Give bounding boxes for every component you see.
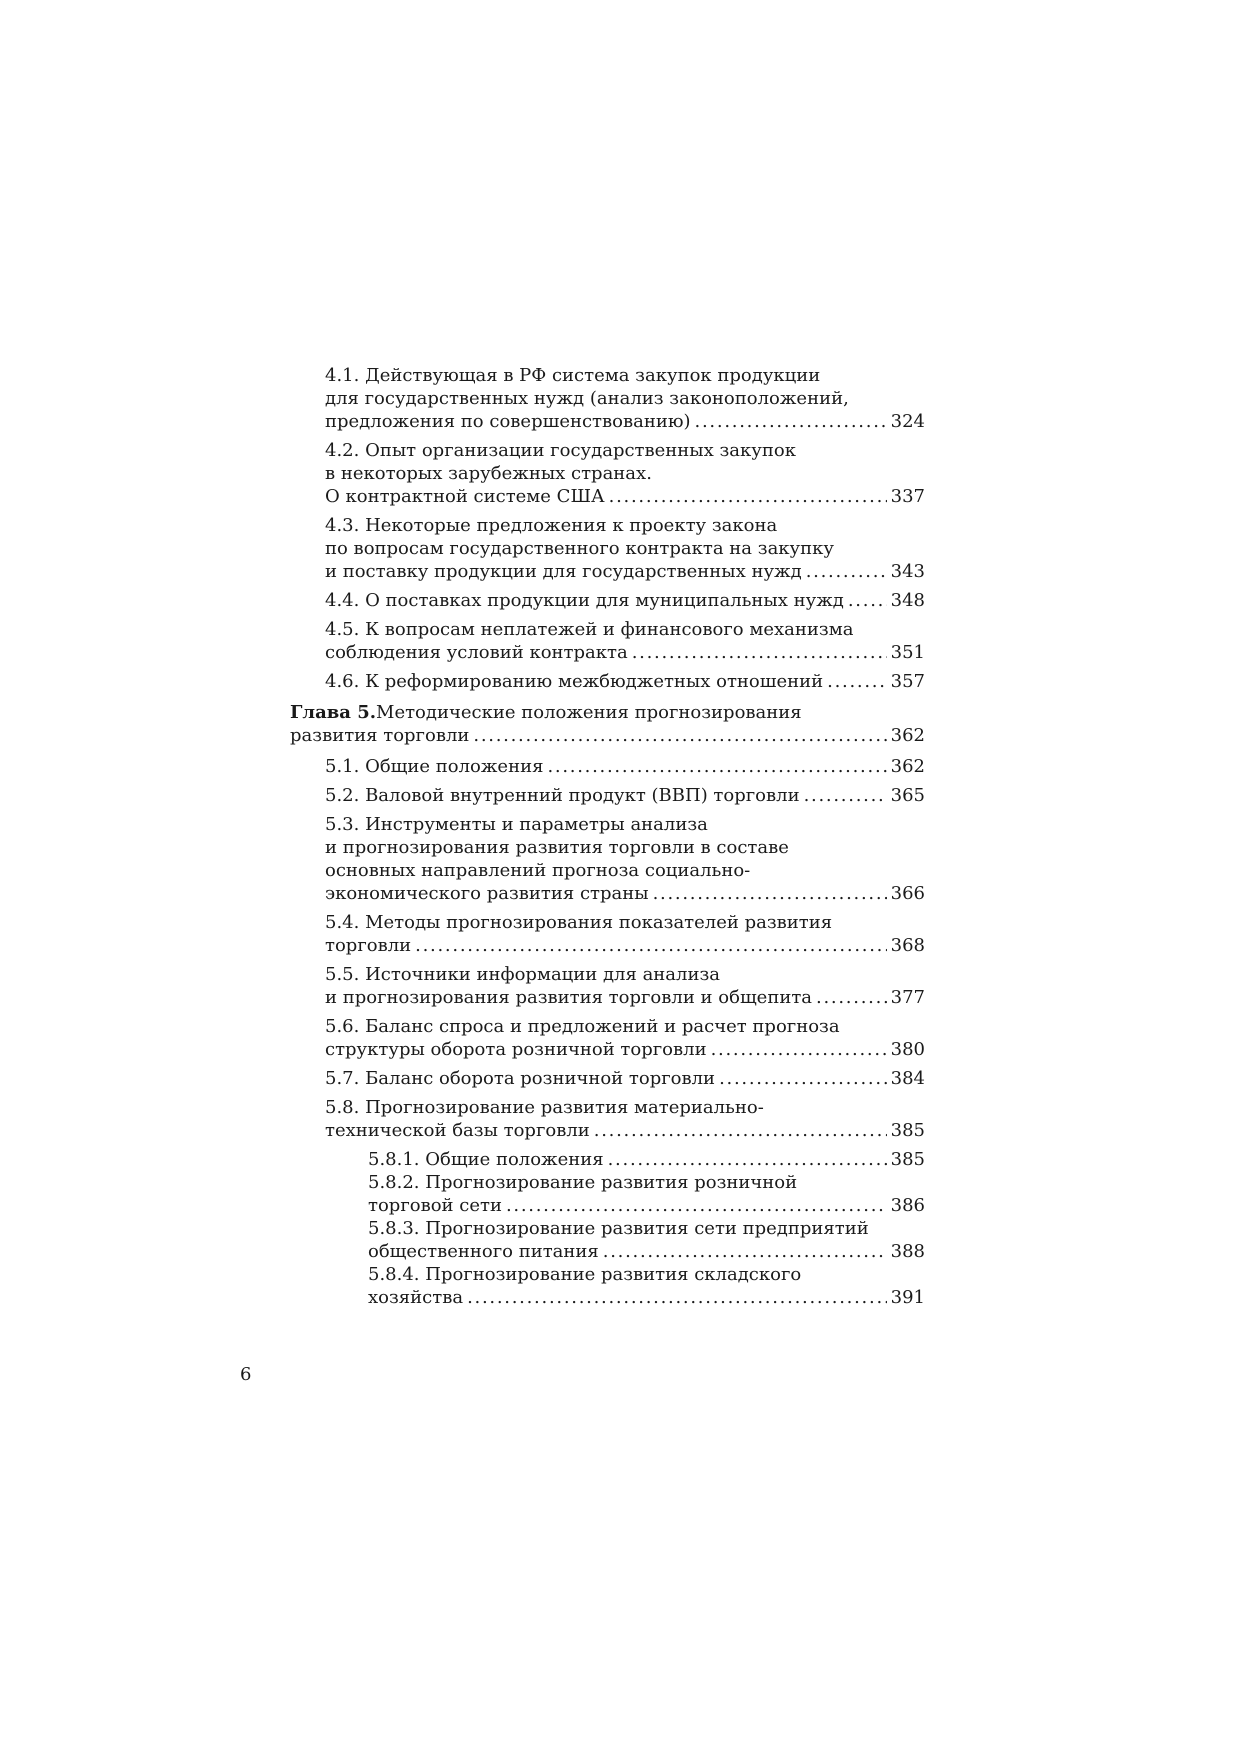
chapter-label: Глава 5.: [290, 702, 377, 723]
toc-entry-text: 4.1. Действующая в РФ система закупок продукции: [325, 365, 821, 386]
toc-entry-text: основных направлений прогноза социально-: [325, 860, 751, 881]
toc-page-number: 337: [890, 486, 925, 507]
toc-entry-text: 5.4. Методы прогнозирования показателей развития: [325, 912, 833, 933]
toc-page-number: 384: [890, 1068, 925, 1089]
toc-entry-text: 4.5. К вопросам неплатежей и финансового механизма: [325, 619, 854, 640]
toc-entry-text: торговой сети: [368, 1195, 502, 1216]
toc-entry-text: развития торговли: [290, 725, 470, 746]
toc-entry-line: [325, 410, 925, 433]
toc-page-number: 380: [890, 1039, 925, 1060]
toc-entry-text: 5.8.2. Прогнозирование развития розничной: [368, 1172, 798, 1193]
toc-entry-text: хозяйства: [368, 1287, 464, 1308]
toc-entry-text: 4.2. Опыт организации государственных закупок: [325, 440, 796, 461]
dot-leader: [653, 882, 887, 905]
toc-page-number: 351: [890, 642, 925, 663]
toc-entry-line: [325, 670, 925, 693]
toc-entry-text: и прогнозирования развития торговли и общепита: [325, 987, 813, 1008]
toc-entry-line: [325, 934, 925, 957]
toc-entry-line: [325, 589, 925, 612]
table-of-contents: [290, 364, 925, 1309]
toc-entry-text: 5.2. Валовой внутренний продукт (ВВП) торговли: [325, 785, 800, 806]
dot-leader: [506, 1194, 887, 1217]
toc-entry-text: структуры оборота розничной торговли: [325, 1039, 707, 1060]
toc-entry-line: [325, 986, 925, 1009]
toc-entry-text: для государственных нужд (анализ законоположений,: [325, 388, 849, 409]
toc-page-number: 385: [890, 1149, 925, 1170]
toc-entry-text: 5.8. Прогнозирование развития материально-: [325, 1097, 764, 1118]
toc-page-number: 324: [890, 411, 925, 432]
toc-entry-line: [325, 641, 925, 664]
toc-section-entry: [290, 1096, 925, 1142]
dot-leader: [806, 560, 887, 583]
toc-entry-text: предложения по совершенствованию): [325, 411, 691, 432]
toc-entry-line: [325, 387, 925, 410]
toc-entry-line: [368, 1217, 925, 1240]
toc-section-entry: [290, 813, 925, 905]
toc-subsubsection-entry: [290, 1148, 925, 1171]
toc-entry-line: [368, 1171, 925, 1194]
toc-page-number: 343: [890, 561, 925, 582]
toc-entry-text: технической базы торговли: [325, 1120, 590, 1141]
toc-entry-line: [325, 560, 925, 583]
toc-section-entry: [290, 364, 925, 433]
toc-section-entry: [290, 670, 925, 693]
dot-leader: [608, 1148, 887, 1171]
dot-leader: [632, 641, 887, 664]
toc-section-entry: [290, 589, 925, 612]
toc-subsubsection-entry: [290, 1171, 925, 1217]
toc-page-number: 348: [890, 590, 925, 611]
toc-entry-text: 5.1. Общие положения: [325, 756, 544, 777]
toc-entry-line: [325, 618, 925, 641]
toc-section-entry: [290, 1015, 925, 1061]
dot-leader: [415, 934, 886, 957]
toc-entry-line: [368, 1286, 925, 1309]
toc-entry-text: и прогнозирования развития торговли в составе: [325, 837, 789, 858]
toc-entry-line: [325, 364, 925, 387]
toc-entry-line: [325, 836, 925, 859]
toc-entry-text: 5.8.4. Прогнозирование развития складского: [368, 1264, 802, 1285]
toc-section-entry: [290, 963, 925, 1009]
toc-page-number: 368: [890, 935, 925, 956]
toc-entry-text: 5.6. Баланс спроса и предложений и расчет прогноза: [325, 1016, 840, 1037]
toc-entry-text: 5.8.1. Общие положения: [368, 1149, 604, 1170]
toc-page-number: 365: [890, 785, 925, 806]
toc-entry-line: [325, 537, 925, 560]
toc-entry-line: [325, 1015, 925, 1038]
toc-entry-text: 5.5. Источники информации для анализа: [325, 964, 721, 985]
toc-page-number: 377: [890, 987, 925, 1008]
toc-entry-text: Методические положения прогнозирования: [376, 702, 802, 723]
toc-entry-text: соблюдения условий контракта: [325, 642, 628, 663]
toc-entry-line: [325, 485, 925, 508]
toc-page-number: 366: [890, 883, 925, 904]
dot-leader: [473, 724, 886, 747]
toc-entry-text: и поставку продукции для государственных нужд: [325, 561, 802, 582]
toc-section-entry: [290, 439, 925, 508]
toc-entry-text: торговли: [325, 935, 412, 956]
dot-leader: [695, 410, 887, 433]
toc-section-entry: [290, 514, 925, 583]
toc-page-number: 385: [890, 1120, 925, 1141]
toc-page-number: 391: [890, 1287, 925, 1308]
toc-chapter-entry: [290, 701, 925, 747]
toc-entry-line: [325, 1119, 925, 1142]
toc-subsubsection-entry: [290, 1263, 925, 1309]
toc-entry-line: [325, 784, 925, 807]
toc-entry-text: 4.3. Некоторые предложения к проекту закона: [325, 515, 778, 536]
toc-entry-text: в некоторых зарубежных странах.: [325, 463, 652, 484]
toc-entry-text: О контрактной системе США: [325, 486, 605, 507]
toc-entry-text: 4.4. О поставках продукции для муниципальных нужд: [325, 590, 844, 611]
toc-page-number: 362: [890, 725, 925, 746]
toc-entry-line: [325, 813, 925, 836]
toc-entry-line: [290, 701, 925, 724]
toc-entry-line: [325, 1038, 925, 1061]
toc-entry-line: [325, 514, 925, 537]
toc-entry-text: 5.7. Баланс оборота розничной торговли: [325, 1068, 716, 1089]
toc-entry-line: [325, 1096, 925, 1119]
toc-page-number: 357: [890, 671, 925, 692]
dot-leader: [603, 1240, 887, 1263]
toc-entry-line: [368, 1240, 925, 1263]
toc-entry-text: по вопросам государственного контракта на закупку: [325, 538, 834, 559]
toc-entry-text: 4.6. К реформированию межбюджетных отношений: [325, 671, 824, 692]
toc-page-number: 362: [890, 756, 925, 777]
toc-entry-line: [325, 462, 925, 485]
toc-entry-text: 5.3. Инструменты и параметры анализа: [325, 814, 708, 835]
dot-leader: [719, 1067, 887, 1090]
toc-entry-line: [325, 963, 925, 986]
dot-leader: [711, 1038, 887, 1061]
dot-leader: [467, 1286, 887, 1309]
toc-entry-line: [290, 724, 925, 747]
dot-leader: [609, 485, 887, 508]
toc-page-number: 386: [890, 1195, 925, 1216]
toc-section-entry: [290, 784, 925, 807]
toc-entry-line: [325, 911, 925, 934]
toc-section-entry: [290, 1067, 925, 1090]
page-number: 6: [240, 1364, 252, 1385]
dot-leader: [547, 755, 886, 778]
dot-leader: [804, 784, 887, 807]
toc-page-number: 388: [890, 1241, 925, 1262]
toc-entry-line: [368, 1148, 925, 1171]
dot-leader: [594, 1119, 887, 1142]
toc-entry-line: [368, 1194, 925, 1217]
toc-entry-line: [368, 1263, 925, 1286]
toc-entry-line: [325, 882, 925, 905]
toc-entry-line: [325, 1067, 925, 1090]
toc-entry-line: [325, 755, 925, 778]
toc-entry-line: [325, 439, 925, 462]
dot-leader: [848, 589, 887, 612]
toc-entry-text: экономического развития страны: [325, 883, 649, 904]
toc-entry-text: 5.8.3. Прогнозирование развития сети предприятий: [368, 1218, 869, 1239]
dot-leader: [827, 670, 887, 693]
dot-leader: [816, 986, 887, 1009]
toc-section-entry: [290, 618, 925, 664]
toc-section-entry: [290, 755, 925, 778]
toc-entry-line: [325, 859, 925, 882]
toc-subsubsection-entry: [290, 1217, 925, 1263]
toc-section-entry: [290, 911, 925, 957]
toc-entry-text: общественного питания: [368, 1241, 599, 1262]
